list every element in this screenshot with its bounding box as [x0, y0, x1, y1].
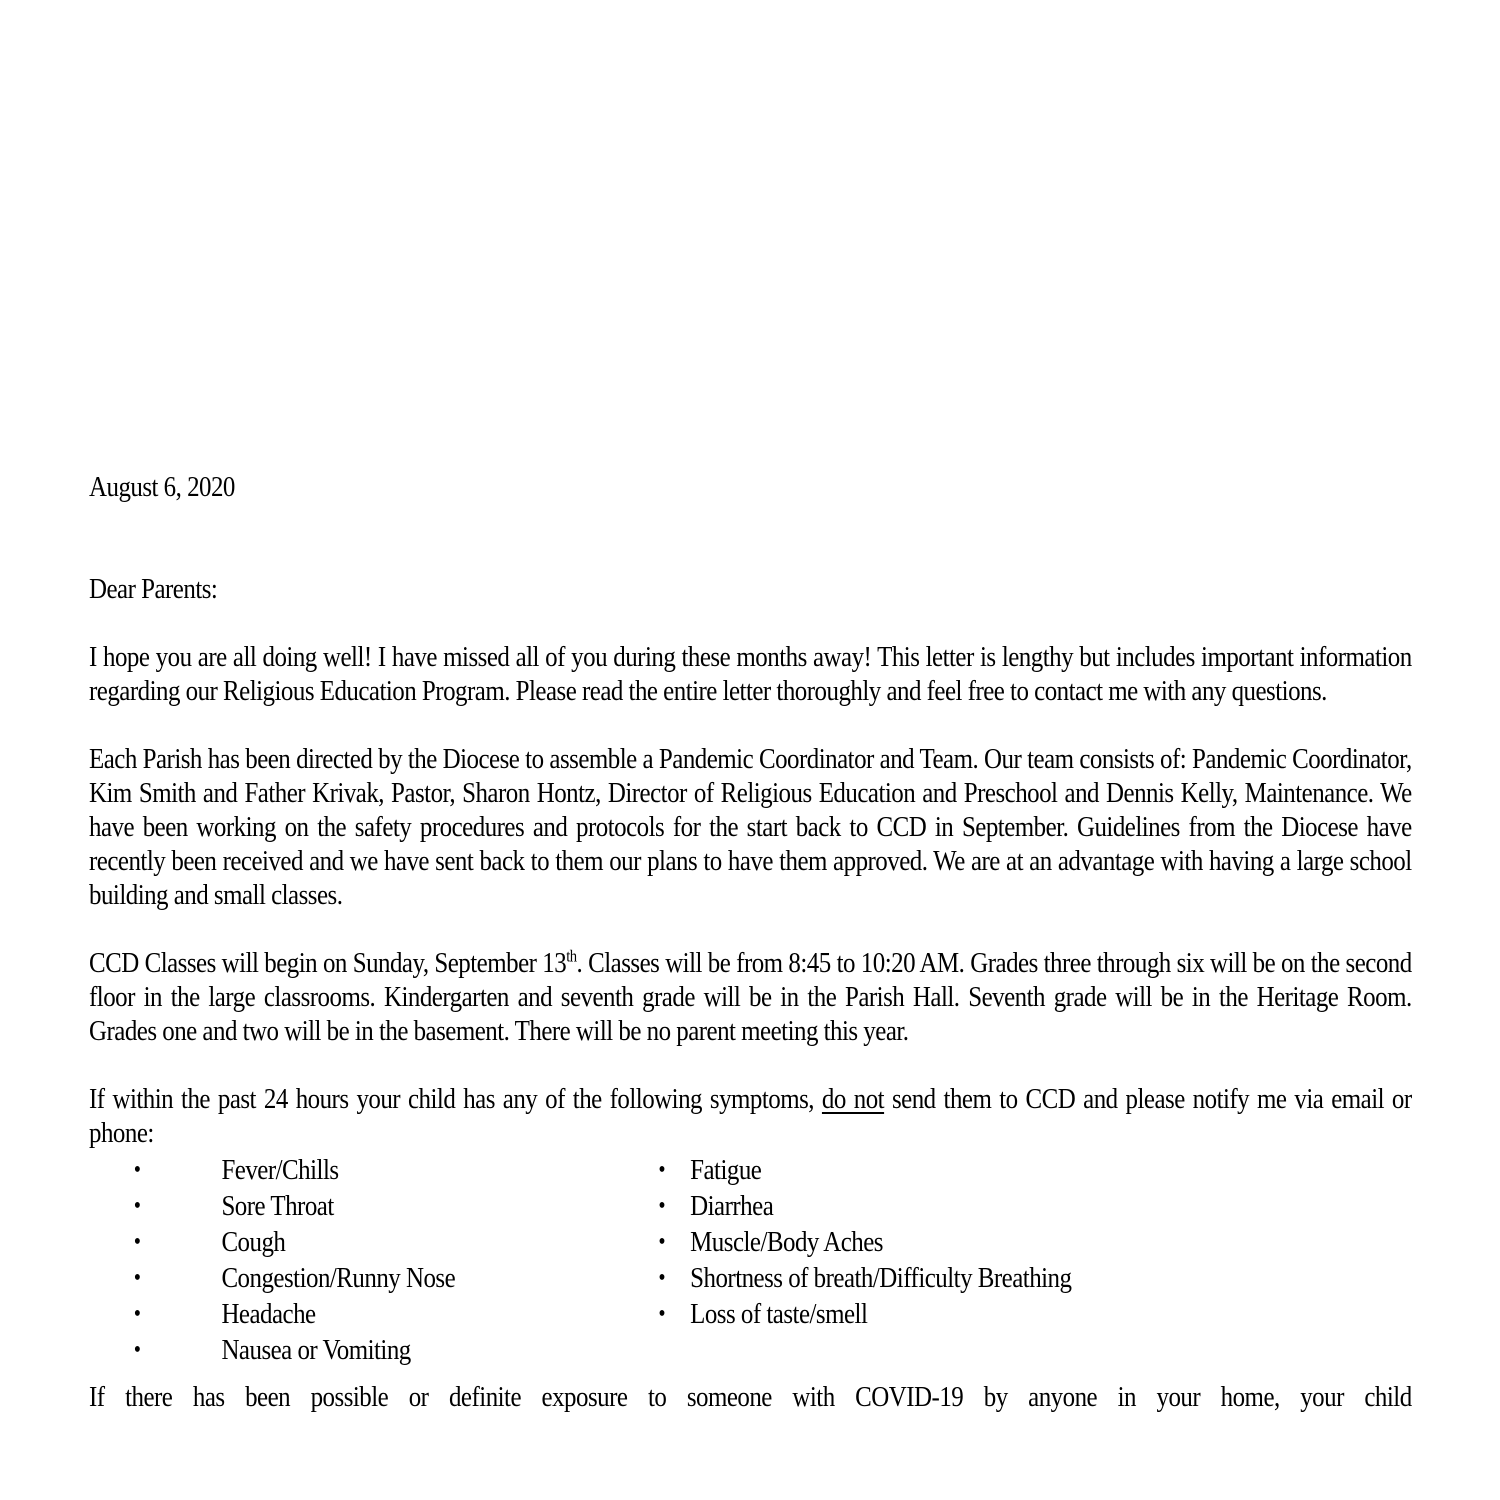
symptom-label: Muscle/Body Aches — [690, 1226, 883, 1258]
list-item — [658, 1224, 1071, 1260]
paragraph-pandemic-team: Each Parish has been directed by the Diocese to assemble a Pandemic Coordinator and Team. Our team consists of: Pandemic Coordinator, Kim Smith and Father Krivak, Pastor, Sharon Hontz, Director of Religious Education and Preschool and Dennis Kelly, Maintenance. We have been working on the safety procedures and protocols for the start back to CCD in September. Guidelines from the Diocese have recently been received and we have sent back to them our plans to have them approved. We are at an advantage with having a large school building and small classes. — [89, 743, 1412, 911]
letter-body — [89, 470, 1412, 1414]
bullet-icon: • — [658, 1157, 666, 1183]
symptom-label: Congestion/Runny Nose — [221, 1262, 456, 1294]
bullet-icon: • — [658, 1265, 666, 1291]
symptoms-intro-rest: send them to CCD and please notify me via email or phone: — [89, 1083, 1412, 1149]
paragraph-exposure-partial: If there has been possible or definite exposure to someone with COVID-19 by anyone in your home, your child — [89, 1381, 1412, 1413]
bullet-icon: • — [133, 1301, 141, 1327]
paragraph-symptoms-intro — [89, 1082, 1412, 1150]
symptom-label: Shortness of breath/Difficulty Breathing — [690, 1262, 1072, 1294]
symptom-label: Headache — [221, 1298, 316, 1330]
bullet-icon: • — [658, 1301, 666, 1327]
symptom-label: Fatigue — [690, 1154, 762, 1186]
symptom-label: Sore Throat — [221, 1190, 334, 1222]
bullet-icon: • — [133, 1265, 141, 1291]
do-not-emphasis: do not — [821, 1083, 885, 1115]
symptom-label: Fever/Chills — [221, 1154, 339, 1186]
symptoms-list-column-2 — [658, 1152, 1071, 1368]
list-item — [658, 1188, 1071, 1224]
list-item — [134, 1188, 659, 1224]
paragraph-intro: I hope you are all doing well! I have missed all of you during these months away! This letter is lengthy but includes important information regarding our Religious Education Program. Please read the entire letter thoroughly and feel free to contact me with any questions. — [89, 641, 1412, 707]
bullet-icon: • — [133, 1229, 141, 1255]
list-item — [134, 1260, 659, 1296]
bullet-icon: • — [133, 1193, 141, 1219]
list-item — [134, 1224, 659, 1260]
ordinal-suffix: th — [566, 946, 577, 966]
symptoms-intro-text: If within the past 24 hours your child has any of the following symptoms, — [89, 1083, 822, 1115]
symptom-label: Cough — [221, 1226, 286, 1258]
bullet-icon: • — [658, 1193, 666, 1219]
symptoms-list-column-1 — [89, 1152, 658, 1368]
class-schedule-details: . Classes will be from 8:45 to 10:20 AM. Grades three through six will be on the second floor in the large classrooms. Kindergarten and seventh grade will be in the Parish Hall. Seventh grade will be in the Heritage Room. Grades one and two will be in the basement. There will be no parent meeting this year. — [89, 947, 1412, 1047]
list-item — [658, 1152, 1071, 1188]
list-item — [658, 1296, 1071, 1332]
list-item — [134, 1296, 659, 1332]
bullet-icon: • — [133, 1337, 141, 1363]
list-item — [134, 1152, 659, 1188]
bullet-icon: • — [658, 1229, 666, 1255]
symptom-label: Loss of taste/smell — [690, 1298, 868, 1330]
paragraph-class-schedule — [89, 946, 1412, 1048]
list-item — [658, 1260, 1071, 1296]
letter-date: August 6, 2020 — [89, 471, 235, 503]
list-item — [134, 1332, 659, 1368]
class-schedule-text: CCD Classes will begin on Sunday, September 13 — [89, 947, 567, 979]
salutation: Dear Parents: — [89, 573, 218, 605]
symptom-label: Nausea or Vomiting — [221, 1334, 411, 1366]
symptoms-lists — [89, 1152, 1412, 1368]
symptom-label: Diarrhea — [690, 1190, 774, 1222]
bullet-icon: • — [133, 1157, 141, 1183]
